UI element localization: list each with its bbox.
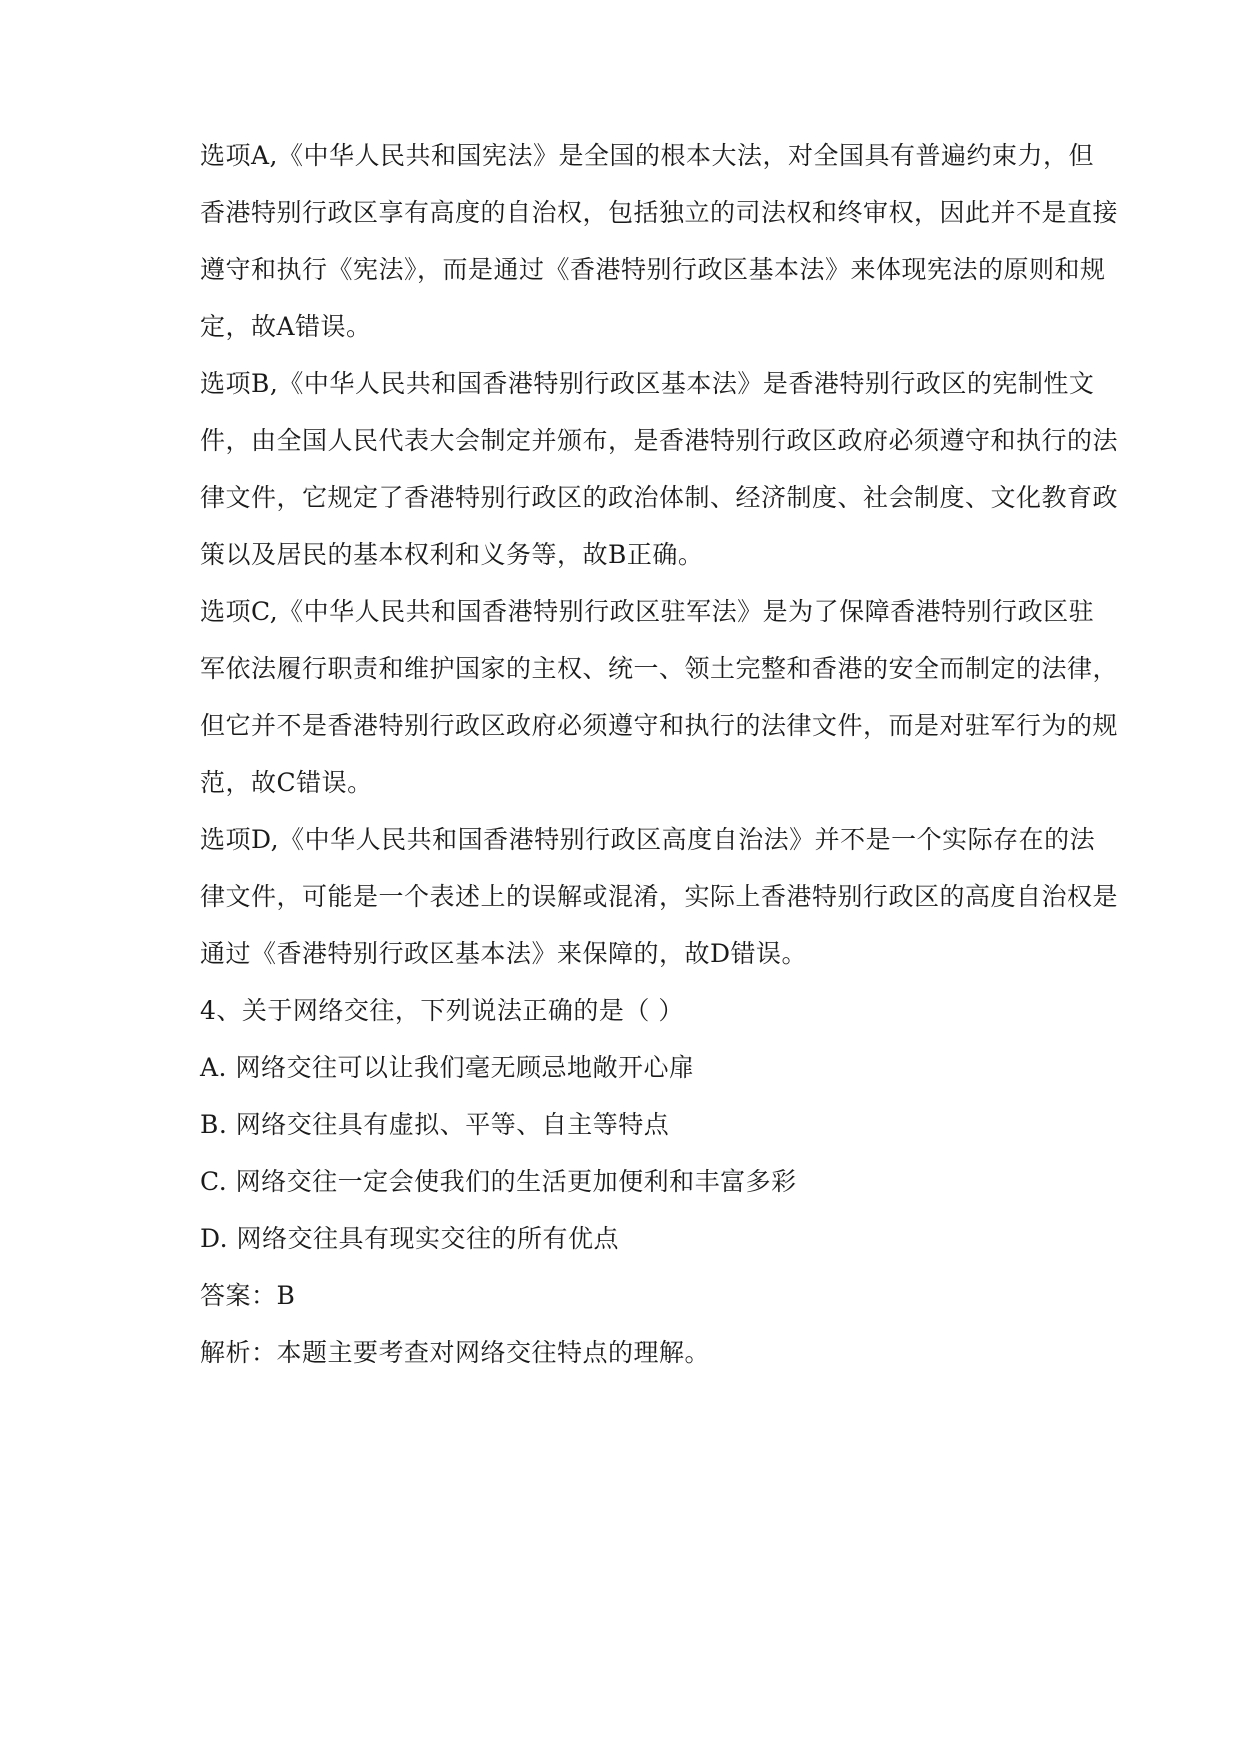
option-c-line-2: 军依法履行职责和维护国家的主权、统一、领土完整和香港的安全而制定的法律， — [200, 654, 1119, 683]
option-a-line-2: 香港特别行政区享有高度的自治权，包括独立的司法权和终审权，因此并不是直接 — [200, 198, 1119, 227]
choice-d: D. 网络交往具有现实交往的所有优点 — [200, 1224, 620, 1253]
option-a-line-4: 定，故A错误。 — [200, 312, 372, 341]
option-a-line-1: 选项A,《中华人民共和国宪法》是全国的根本大法，对全国具有普遍约束力，但 — [200, 141, 1095, 170]
choice-b: B. 网络交往具有虚拟、平等、自主等特点 — [200, 1110, 670, 1139]
option-d-line-1: 选项D,《中华人民共和国香港特别行政区高度自治法》并不是一个实际存在的法 — [200, 825, 1096, 854]
option-d-line-2: 律文件，可能是一个表述上的误解或混淆，实际上香港特别行政区的高度自治权是 — [200, 882, 1119, 911]
option-c-line-3: 但它并不是香港特别行政区政府必须遵守和执行的法律文件，而是对驻军行为的规 — [200, 711, 1119, 740]
option-c-line-1: 选项C,《中华人民共和国香港特别行政区驻军法》是为了保障香港特别行政区驻 — [200, 597, 1095, 626]
answer-line: 答案：B — [200, 1281, 296, 1310]
option-b-line-2: 件，由全国人民代表大会制定并颁布，是香港特别行政区政府必须遵守和执行的法 — [200, 426, 1119, 455]
question-stem: 4、关于网络交往，下列说法正确的是（ ） — [200, 996, 684, 1025]
option-a-line-3: 遵守和执行《宪法》，而是通过《香港特别行政区基本法》来体现宪法的原则和规 — [200, 255, 1106, 284]
option-d-line-3: 通过《香港特别行政区基本法》来保障的，故D错误。 — [200, 939, 808, 968]
option-b-line-4: 策以及居民的基本权利和义务等，故B正确。 — [200, 540, 704, 569]
option-c-line-4: 范，故C错误。 — [200, 768, 373, 797]
option-b-line-3: 律文件，它规定了香港特别行政区的政治体制、经济制度、社会制度、文化教育政 — [200, 483, 1119, 512]
choice-a: A. 网络交往可以让我们毫无顾忌地敞开心扉 — [200, 1053, 695, 1082]
option-b-line-1: 选项B,《中华人民共和国香港特别行政区基本法》是香港特别行政区的宪制性文 — [200, 369, 1095, 398]
choice-c: C. 网络交往一定会使我们的生活更加便利和丰富多彩 — [200, 1167, 797, 1196]
analysis-line: 解析：本题主要考查对网络交往特点的理解。 — [200, 1338, 711, 1367]
